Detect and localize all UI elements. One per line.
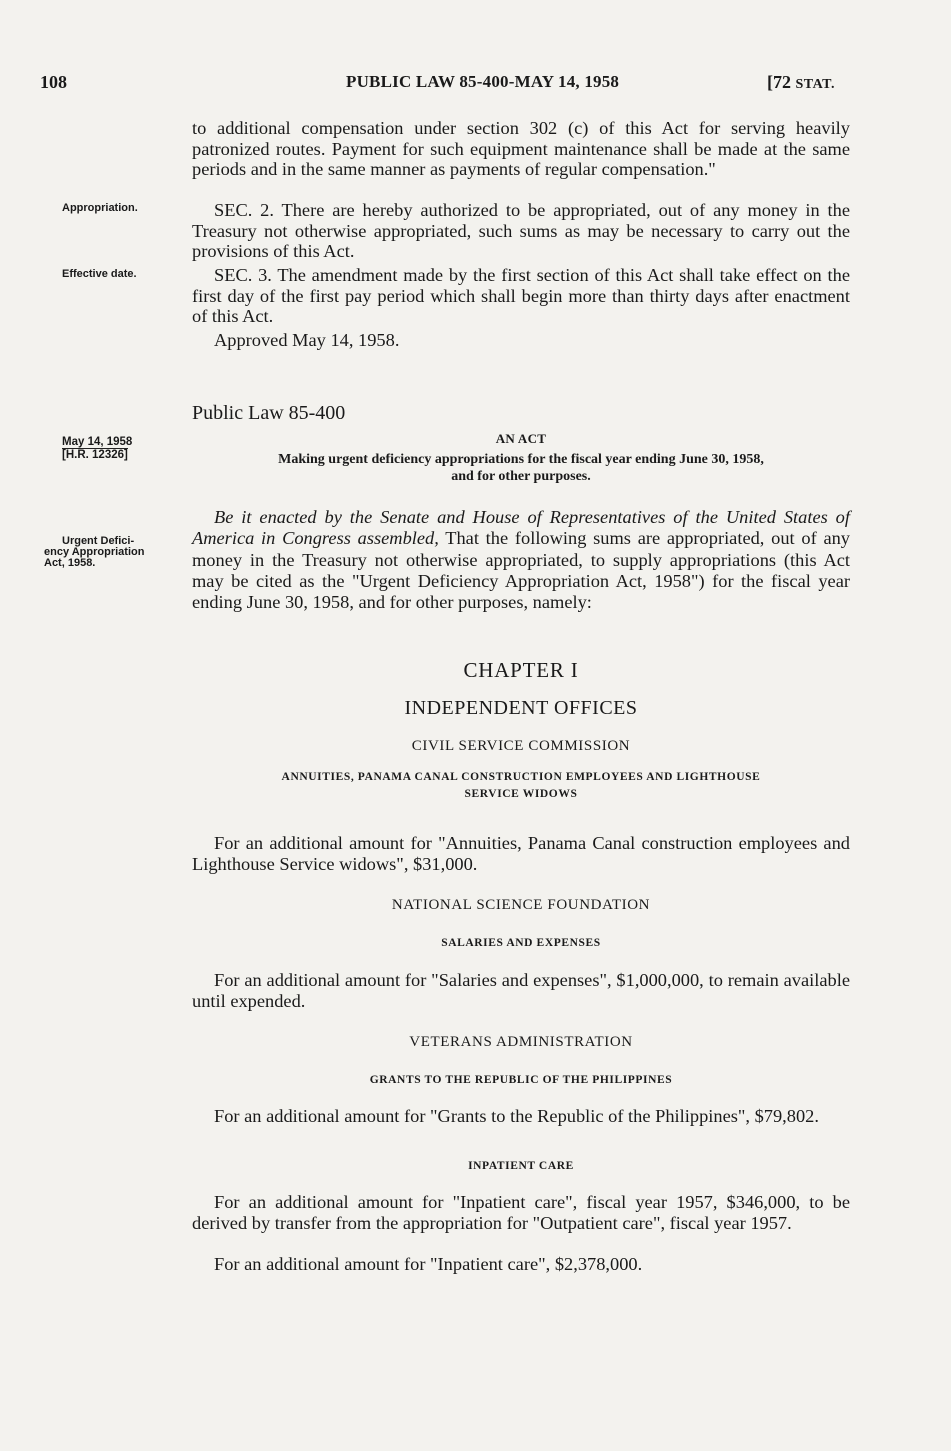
heading-salaries-expenses: SALARIES AND EXPENSES [441,937,601,949]
margin-note-act-line1: Urgent Defici- [62,535,135,547]
act-purpose [192,451,850,485]
page-header [0,72,951,96]
margin-note-date-line2: [H.R. 12326] [62,449,128,461]
section-2-paragraph: SEC. 2. There are hereby authorized to be appropriated, out of any money in the Treasury not otherwise appropriated, such sums as may be necessary to carry out the provisions of this Act. [192,200,850,261]
heading-annuities-line2: SERVICE WIDOWS [464,788,578,800]
chapter-title: CHAPTER I [463,658,579,682]
act-purpose-line1: Making urgent deficiency appropriations for the fiscal year ending June 30, 1958, [278,452,764,467]
page-number: 108 [40,72,67,92]
heading-annuities [192,769,850,803]
enacting-paragraph [192,507,850,613]
enacting-text: That the following sums are appropriated, out of any money in the Treasury not otherwise appropriated, to supply appropriations (this Act may be cited as the "Urgent Deficiency Appropriation Act, 1958") for the fiscal year ending June 30, 1958, and for other purposes, namely: [192,528,850,613]
volume-number: [72 [767,72,791,92]
public-law-title: Public Law 85-400 [192,402,346,424]
volume-reference [767,72,835,93]
act-purpose-line2: and for other purposes. [451,469,591,484]
grants-paragraph: For an additional amount for "Grants to the Republic of the Philippines", $79,802. [214,1106,819,1126]
annuities-paragraph: For an additional amount for "Annuities, Panama Canal construction employees and Lighthouse Service widows", $31,000. [192,833,850,874]
inpatient-paragraph-1: For an additional amount for "Inpatient care", fiscal year 1957, $346,000, to be derived by transfer from the appropriation for "Outpatient care", fiscal year 1957. [192,1192,850,1233]
margin-note-effective-date: Effective date. [62,268,137,280]
margin-note-act-line3: Act, 1958. [44,557,96,569]
heading-veterans-administration: VETERANS ADMINISTRATION [409,1034,633,1050]
heading-national-science-foundation: NATIONAL SCIENCE FOUNDATION [391,897,651,913]
heading-annuities-line1: ANNUITIES, PANAMA CANAL CONSTRUCTION EMPLOYEES AND LIGHTHOUSE [281,771,761,783]
inpatient-paragraph-2: For an additional amount for "Inpatient care", $2,378,000. [214,1254,643,1274]
approved-line: Approved May 14, 1958. [214,330,400,350]
heading-civil-service-commission: CIVIL SERVICE COMMISSION [411,738,631,754]
margin-note-date [62,436,212,461]
section-3-paragraph: SEC. 3. The amendment made by the first section of this Act shall take effect on the first day of the first pay period which shall begin more than thirty days after enactment of this Act. [192,265,850,326]
margin-note-act [44,536,194,569]
enacting-clause: Be it enacted by the Senate and House of Representatives of the United States of America in Congress assembled, [192,507,850,549]
heading-inpatient-care: INPATIENT CARE [468,1160,574,1172]
salaries-paragraph: For an additional amount for "Salaries and expenses", $1,000,000, to remain available until expended. [192,970,850,1011]
heading-grants-philippines: GRANTS TO THE REPUBLIC OF THE PHILIPPINES [369,1074,673,1086]
act-label: AN ACT [495,431,547,446]
margin-note-date-line1: May 14, 1958 [62,436,133,448]
margin-note-appropriation: Appropriation. [62,202,138,214]
margin-note-act-line2: ency Appropriation [44,546,145,558]
volume-suffix: STAT. [795,77,835,92]
running-head: PUBLIC LAW 85-400-MAY 14, 1958 [346,72,620,91]
chapter-subtitle: INDEPENDENT OFFICES [404,697,638,719]
continuation-paragraph: to additional compensation under section 302 (c) of this Act for serving heavily patronized routes. Payment for such equipment maintenance shall be made at the same periods and in the same manner as payments of regular compensation." [192,118,850,179]
